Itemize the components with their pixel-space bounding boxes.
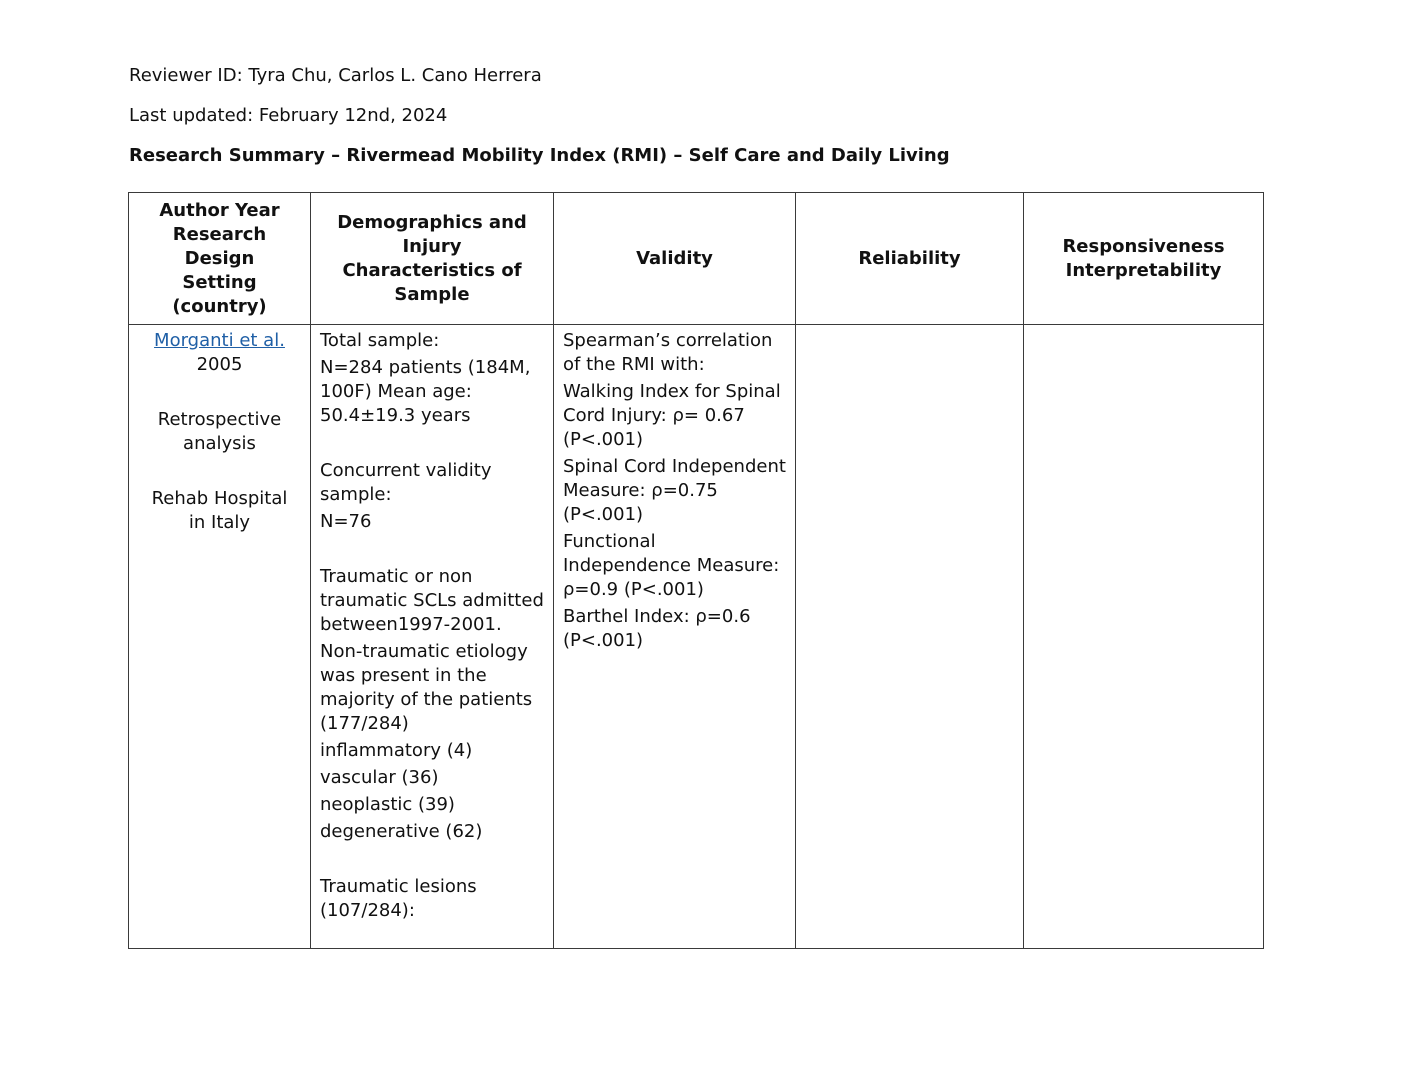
concurrent-sample-n: N=76 (320, 511, 372, 532)
header-author-line: (country) (172, 295, 267, 317)
etiology-inflammatory: inflammatory (4) (320, 740, 473, 761)
total-sample-detail: N=284 patients (184M, 100F) Mean age: 50.4±19.3 years (320, 357, 531, 426)
header-validity (554, 193, 796, 325)
header-demographics-line: Sample (394, 283, 470, 305)
reviewer-id: Reviewer ID: Tyra Chu, Carlos L. Cano Herrera (129, 65, 542, 86)
validity-intro: Spearman’s correlation of the RMI with: (563, 330, 773, 375)
header-validity-label: Validity (636, 247, 713, 269)
traumatic-description: Traumatic or non traumatic SCLs admitted between1997-2001. (320, 566, 544, 635)
concurrent-sample-label: Concurrent validity sample: (320, 460, 492, 505)
study-setting-line: Rehab Hospital (151, 488, 288, 509)
header-demographics (311, 193, 554, 325)
validity-fim: Functional Independence Measure: ρ=0.9 (P<.001) (563, 531, 780, 600)
nontraumatic-description: Non-traumatic etiology was present in the majority of the patients (177/284) (320, 641, 533, 734)
header-responsiveness-line: Interpretability (1065, 259, 1222, 281)
cell-reliability (796, 325, 1024, 949)
header-author-line: Author Year (159, 199, 280, 221)
study-setting-line: in Italy (188, 512, 251, 533)
header-reliability (796, 193, 1024, 325)
study-design-line: Retrospective (157, 409, 282, 430)
document-title: Research Summary – Rivermead Mobility Index (RMI) – Self Care and Daily Living (129, 145, 950, 166)
header-row (129, 193, 1264, 325)
header-demographics-line: Injury (402, 235, 462, 257)
traumatic-lesions: Traumatic lesions (107/284): (320, 876, 477, 921)
table-row (129, 325, 1264, 949)
last-updated: Last updated: February 12nd, 2024 (129, 105, 448, 126)
header-author (129, 193, 311, 325)
study-design-line: analysis (183, 433, 256, 454)
author-link[interactable]: Morganti et al. (154, 330, 285, 351)
etiology-vascular: vascular (36) (320, 767, 439, 788)
etiology-degenerative: degenerative (62) (320, 821, 483, 842)
header-demographics-line: Demographics and (337, 211, 527, 233)
validity-barthel: Barthel Index: ρ=0.6 (P<.001) (563, 606, 751, 651)
header-author-line: Setting (182, 271, 257, 293)
header-demographics-line: Characteristics of (342, 259, 522, 281)
header-reliability-label: Reliability (858, 247, 961, 269)
cell-demographics (311, 325, 554, 949)
cell-validity (554, 325, 796, 949)
header-responsiveness-line: Responsiveness (1062, 235, 1225, 257)
research-summary-table (128, 192, 1264, 949)
study-year: 2005 (196, 354, 243, 375)
validity-walking-index: Walking Index for Spinal Cord Injury: ρ= 0.67 (P<.001) (563, 381, 781, 450)
header-author-line: Design (184, 247, 255, 269)
validity-scim: Spinal Cord Independent Measure: ρ=0.75 (P<.001) (563, 456, 786, 525)
header-responsiveness (1024, 193, 1264, 325)
header-author-line: Research (172, 223, 267, 245)
cell-author (129, 325, 311, 949)
cell-responsiveness (1024, 325, 1264, 949)
etiology-neoplastic: neoplastic (39) (320, 794, 455, 815)
total-sample-label: Total sample: (320, 330, 440, 351)
